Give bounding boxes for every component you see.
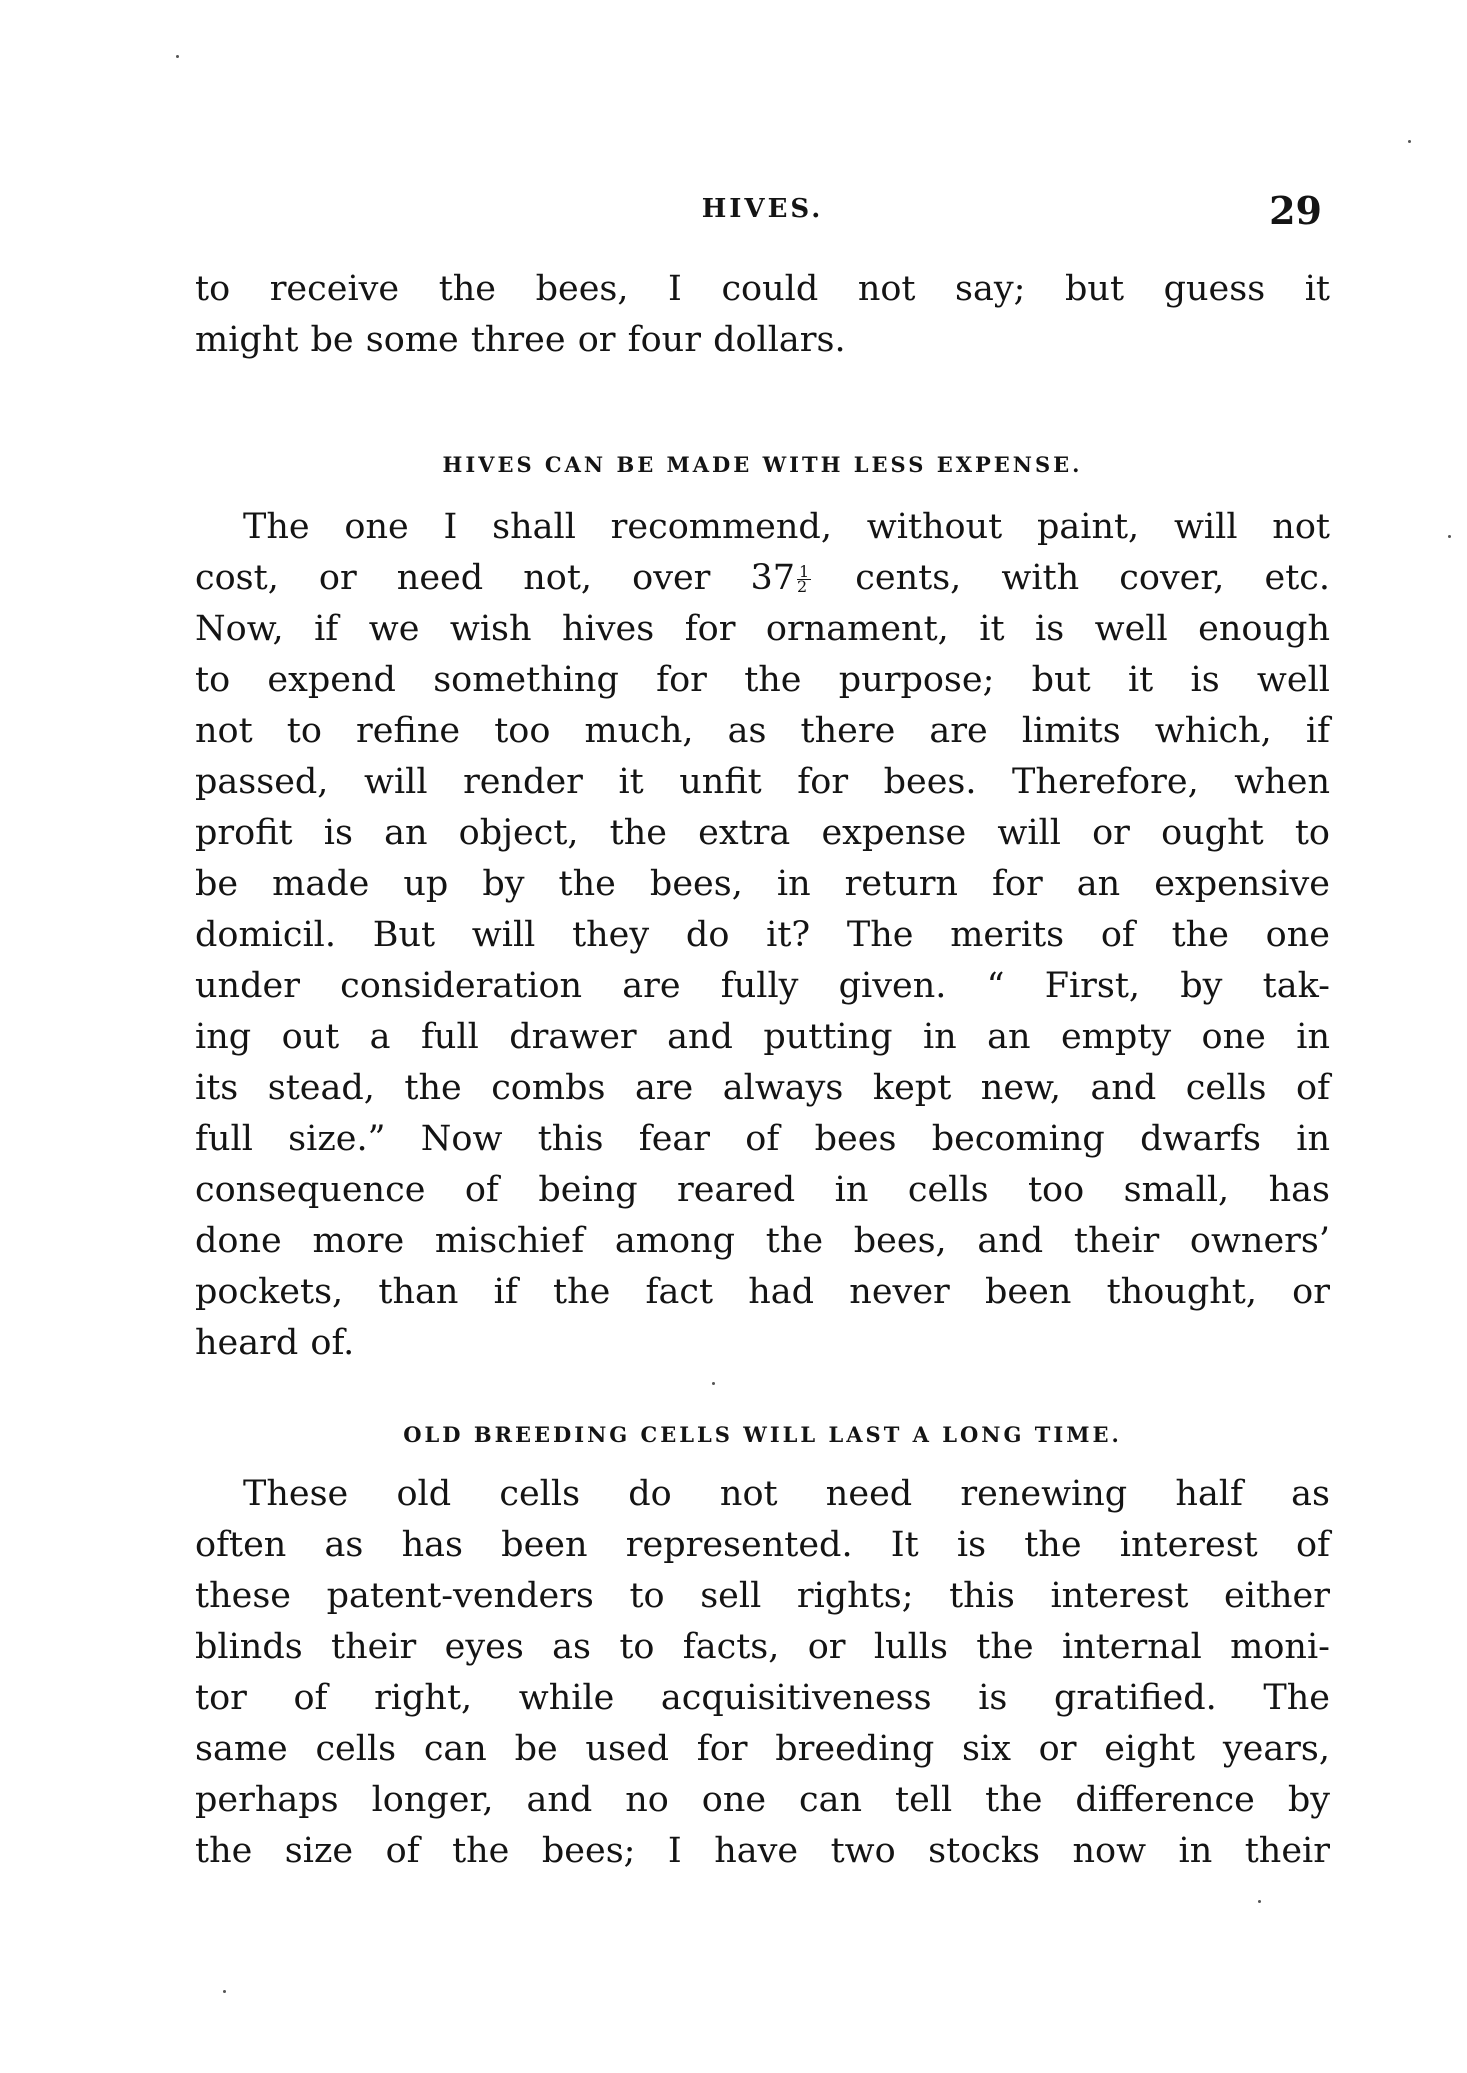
text-line: pockets, than if the fact had never been thought, or — [195, 1272, 1330, 1312]
line-text-after: cents, with cover, etc. — [815, 558, 1330, 598]
text-line: the size of the bees; I have two stocks now in their — [195, 1831, 1330, 1871]
text-line: domicil. But will they do it? The merits of the one — [195, 915, 1330, 955]
print-speck — [1408, 140, 1411, 143]
text-line: same cells can be used for breeding six or eight years, — [195, 1729, 1330, 1769]
text-line-with-fraction — [195, 553, 1330, 604]
fraction-denominator: 2 — [797, 577, 808, 596]
line-text-before: cost, or need not, over 37 — [195, 558, 796, 598]
fraction-numerator: 1 — [799, 562, 810, 581]
text-line: perhaps longer, and no one can tell the difference by — [195, 1780, 1330, 1820]
section-heading-old-cells: OLD BREEDING CELLS WILL LAST A LONG TIME. — [403, 1422, 1122, 1447]
text-line: these patent-venders to sell rights; this interest either — [195, 1576, 1330, 1616]
hives-expense-paragraph — [195, 502, 1330, 1369]
section-heading-hives-expense: HIVES CAN BE MADE WITH LESS EXPENSE. — [442, 452, 1083, 477]
text-line: profit is an object, the extra expense will or ought to — [195, 813, 1330, 853]
text-line: done more mischief among the bees, and their owners’ — [195, 1221, 1330, 1261]
text-line: be made up by the bees, in return for an expensive — [195, 864, 1330, 904]
text-line: to receive the bees, I could not say; but guess it — [195, 269, 1330, 309]
page-number: 29 — [1269, 188, 1322, 233]
print-speck — [176, 55, 179, 58]
text-line: its stead, the combs are always kept new, and cells of — [195, 1068, 1330, 1108]
text-line: The one I shall recommend, without paint, will not — [243, 507, 1330, 547]
text-line: under consideration are fully given. “ First, by tak- — [195, 966, 1330, 1006]
print-speck — [712, 1382, 715, 1385]
running-title: HIVES. — [701, 194, 824, 224]
text-line: might be some three or four dollars. — [195, 320, 846, 360]
print-speck — [1258, 1900, 1261, 1903]
text-line: passed, will render it unfit for bees. Therefore, when — [195, 762, 1330, 802]
text-line: blinds their eyes as to facts, or lulls the internal moni- — [195, 1627, 1330, 1667]
text-line: consequence of being reared in cells too small, has — [195, 1170, 1330, 1210]
intro-paragraph — [195, 264, 1330, 366]
text-line: heard of. — [195, 1323, 355, 1363]
old-cells-paragraph — [195, 1469, 1330, 1877]
text-line: often as has been represented. It is the interest of — [195, 1525, 1330, 1565]
running-head — [195, 188, 1330, 248]
fraction-one-half — [797, 562, 811, 596]
text-line: Now, if we wish hives for ornament, it is well enough — [195, 609, 1330, 649]
text-line: to expend something for the purpose; but it is well — [195, 660, 1330, 700]
text-line: not to refine too much, as there are limits which, if — [195, 711, 1330, 751]
text-line: ing out a full drawer and putting in an empty one in — [195, 1017, 1330, 1057]
text-line: tor of right, while acquisitiveness is gratified. The — [195, 1678, 1330, 1718]
print-speck — [1448, 535, 1451, 538]
print-speck — [223, 1990, 226, 1993]
text-line: full size.” Now this fear of bees becoming dwarfs in — [195, 1119, 1330, 1159]
text-line: These old cells do not need renewing half as — [243, 1474, 1330, 1514]
